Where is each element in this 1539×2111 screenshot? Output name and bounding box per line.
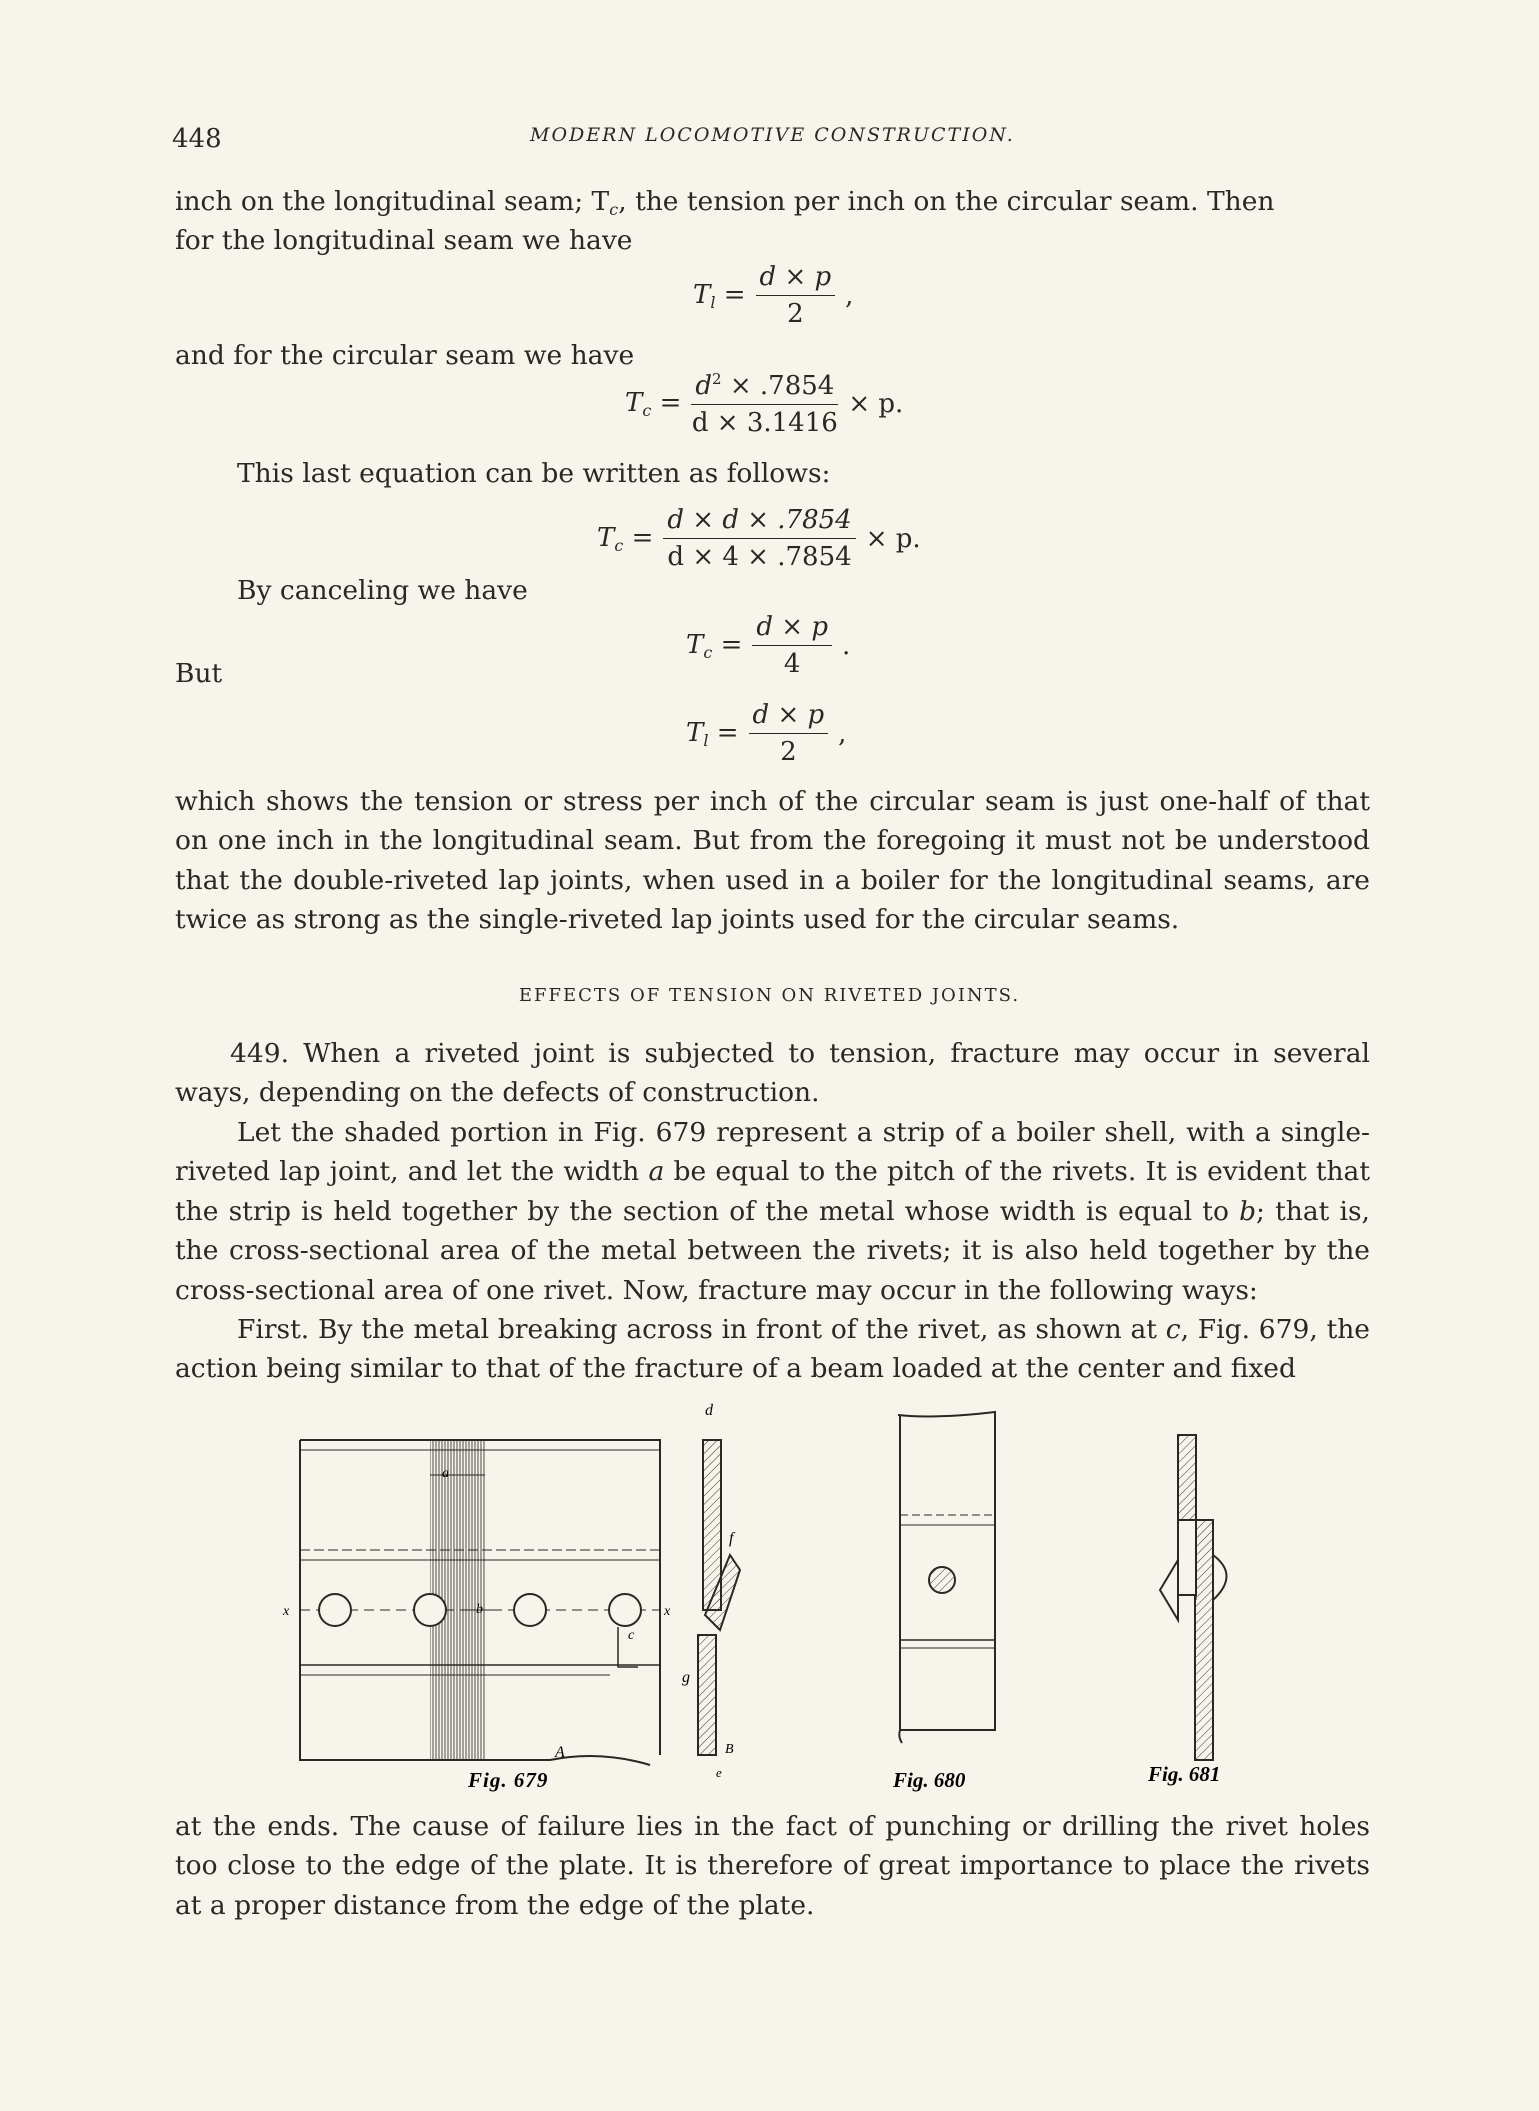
equation-tc-3: $T_c$ = $\frac{d \times p}{4}$ . xyxy=(686,612,851,679)
fig679-label-c: c xyxy=(628,1628,635,1643)
fig679-label-e: e xyxy=(716,1765,722,1780)
equation-tc-1: $T_c$ = $\frac{d^2 \times .7854}{d \times 3.1416}$ × p. xyxy=(625,370,904,438)
fig679-label-A: A xyxy=(555,1744,565,1761)
fig-680-drawing xyxy=(898,1412,995,1743)
equation-tl-2: $T_l$ = $\frac{d \times p}{2}$ , xyxy=(686,700,847,767)
fig679-caption: Fig. 679 xyxy=(468,1768,549,1792)
fig679-label-d: d xyxy=(705,1402,713,1419)
figures-679-681 xyxy=(270,1395,1290,1795)
paragraph-shows: which shows the tension or stress per inch of the circular seam is just one-half of that on one inch in the longitudinal seam. But from the foregoing it must not be understood that the double-riveted lap joints, when used in a boiler for the longitudinal seams, are twice as strong as the single-riveted lap joints used for the circular seams. xyxy=(175,786,1370,936)
text-but: But xyxy=(175,658,223,689)
page-number: 448 xyxy=(172,124,222,154)
paragraph-ends: at the ends. The cause of failure lies in the fact of punching or drilling the rivet holes too close to the edge of the plate. It is therefore of great importance to place the rivets at a proper distance from the edge of the plate. xyxy=(175,1811,1370,1921)
paragraph-449: 449. When a riveted joint is subjected to tension, fracture may occur in several ways, depending on the defects of construction. xyxy=(175,1038,1370,1109)
fig680-caption: Fig. 680 xyxy=(893,1768,966,1792)
fig-679-section xyxy=(698,1440,740,1755)
fig679-label-f: f xyxy=(729,1530,734,1547)
equation-tc-2: $T_c$ = $\frac{d \times d \times .7854}{d \times 4 \times .7854}$ × p. xyxy=(597,505,921,572)
fig679-label-a: a xyxy=(442,1466,449,1481)
text-canceling: By canceling we have xyxy=(237,575,528,606)
text-circular: and for the circular seam we have xyxy=(175,340,635,371)
fig679-label-x-right: x xyxy=(664,1604,671,1619)
fig679-label-g: g xyxy=(682,1669,690,1686)
paragraph-first: First. By the metal breaking across in front of the rivet, as shown at c, Fig. 679, the action being similar to that of the fracture of a beam loaded at the center and fixed xyxy=(175,1314,1370,1385)
text-written: This last equation can be written as follows: xyxy=(237,458,831,489)
fig679-label-b: b xyxy=(476,1602,483,1617)
paragraph-let: Let the shaded portion in Fig. 679 represent a strip of a boiler shell, with a single-riveted lap joint, and let the width a be equal to the pitch of the rivets. It is evident that the strip is held together by the section of the metal whose width is equal to b; that is, the cross-sectional area of the metal between the rivets; it is also held together by the cross-sectional area of one rivet. Now, fracture may occur in the following ways: xyxy=(175,1117,1370,1306)
equation-tl-1: $T_l$ = $\frac{d \times p}{2}$ , xyxy=(693,262,854,329)
fig679-label-x-left: x xyxy=(283,1604,290,1619)
para1-line2: for the longitudinal seam we have xyxy=(175,225,633,256)
fig681-caption: Fig. 681 xyxy=(1148,1762,1221,1786)
fig679-label-B: B xyxy=(725,1742,734,1757)
running-title: MODERN LOCOMOTIVE CONSTRUCTION. xyxy=(530,124,1015,146)
para1-line1: inch on the longitudinal seam; $T_c$, the tension per inch on the circular seam. Then xyxy=(175,186,1275,219)
fig-681-drawing xyxy=(1160,1435,1227,1760)
section-heading: EFFECTS OF TENSION ON RIVETED JOINTS. xyxy=(518,985,1021,1006)
